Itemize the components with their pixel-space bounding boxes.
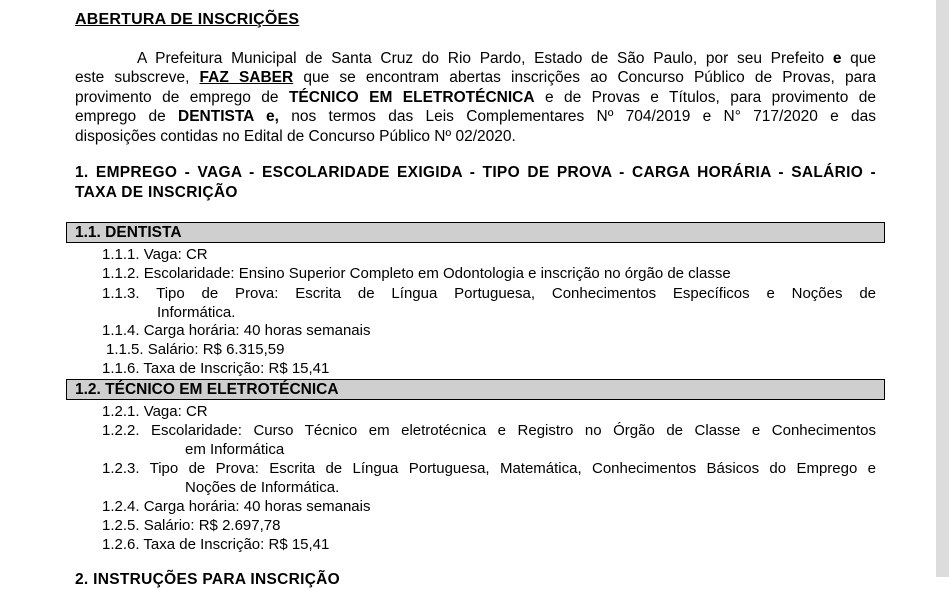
list-item: 1.1.6. Taxa de Inscrição: R$ 15,41 [102,360,330,377]
list-item: 1.2.2. Escolaridade: Curso Técnico em eletrotécnica e Registro no Órgão de Classe e Conhecimentos [102,422,876,439]
section-1-line-2: TAXA DE INSCRIÇÃO [75,183,238,201]
page-title: ABERTURA DE INSCRIÇÕES [75,11,300,28]
intro-line-5: disposições contidas no Edital de Concurso Público Nº 02/2020. [75,127,516,145]
list-item: 1.2.1. Vaga: CR [102,403,208,420]
list-item-continuation: Noções de Informática. [185,479,340,496]
section-bar-dentista: 1.1. DENTISTA [66,222,885,243]
list-item-continuation: em Informática [185,441,285,458]
list-item: 1.1.5. Salário: R$ 6.315,59 [106,341,285,358]
intro-text: e de Provas e Títulos, para provimento de [534,88,877,106]
page-edge [936,0,949,577]
section-bar-tecnico: 1.2. TÉCNICO EM ELETROTÉCNICA [66,379,885,400]
list-item: 1.1.4. Carga horária: 40 horas semanais [102,322,371,339]
intro-line-1 [75,49,876,68]
intro-line-3 [75,88,876,107]
section-1-title [75,163,876,202]
list-item: 1.2.5. Salário: R$ 2.697,78 [102,517,281,534]
list-item: 1.1.3. Tipo de Prova: Escrita de Língua Portuguesa, Conhecimentos Específicos e Noções de [102,285,876,302]
intro-text: emprego de [75,108,178,126]
intro-text: que se encontram abertas inscrições ao Concurso Público de Provas, para [293,69,877,87]
intro-text: este subscreve, [75,69,200,87]
list-item: 1.1.1. Vaga: CR [102,246,208,263]
list-item-continuation: Informática. [157,304,236,321]
intro-text: que [841,50,876,67]
list-item: 1.2.3. Tipo de Prova: Escrita de Língua Portuguesa, Matemática, Conhecimentos Básicos do Emprego e [102,460,876,477]
intro-line-4 [75,107,876,126]
list-item: 1.2.6. Taxa de Inscrição: R$ 15,41 [102,536,330,553]
intro-text: nos termos das Leis Complementares Nº 704/2019 e N° 717/2020 e das [279,108,877,126]
section-2-title: 2. INSTRUÇÕES PARA INSCRIÇÃO [75,571,341,588]
list-item: 1.2.4. Carga horária: 40 horas semanais [102,498,371,515]
intro-paragraph [75,49,876,146]
list-item: 1.1.2. Escolaridade: Ensino Superior Completo em Odontologia e inscrição no órgão de classe [102,265,731,282]
dentista-bold-text: DENTISTA e, [178,108,279,126]
intro-text: A Prefeitura Municipal de Santa Cruz do Rio Pardo, Estado de São Paulo, por seu Prefeito [137,50,833,67]
intro-text: provimento de emprego de [75,88,289,106]
tecnico-bold-text: TÉCNICO EM ELETROTÉCNICA [288,88,535,106]
intro-bold-e: e [832,50,842,67]
section-1-line-1: 1. EMPREGO - VAGA - ESCOLARIDADE EXIGIDA - TIPO DE PROVA - CARGA HORÁRIA - SALÁRIO - [75,164,876,181]
faz-saber-text: FAZ SABER [199,69,294,87]
intro-line-2 [75,68,876,87]
